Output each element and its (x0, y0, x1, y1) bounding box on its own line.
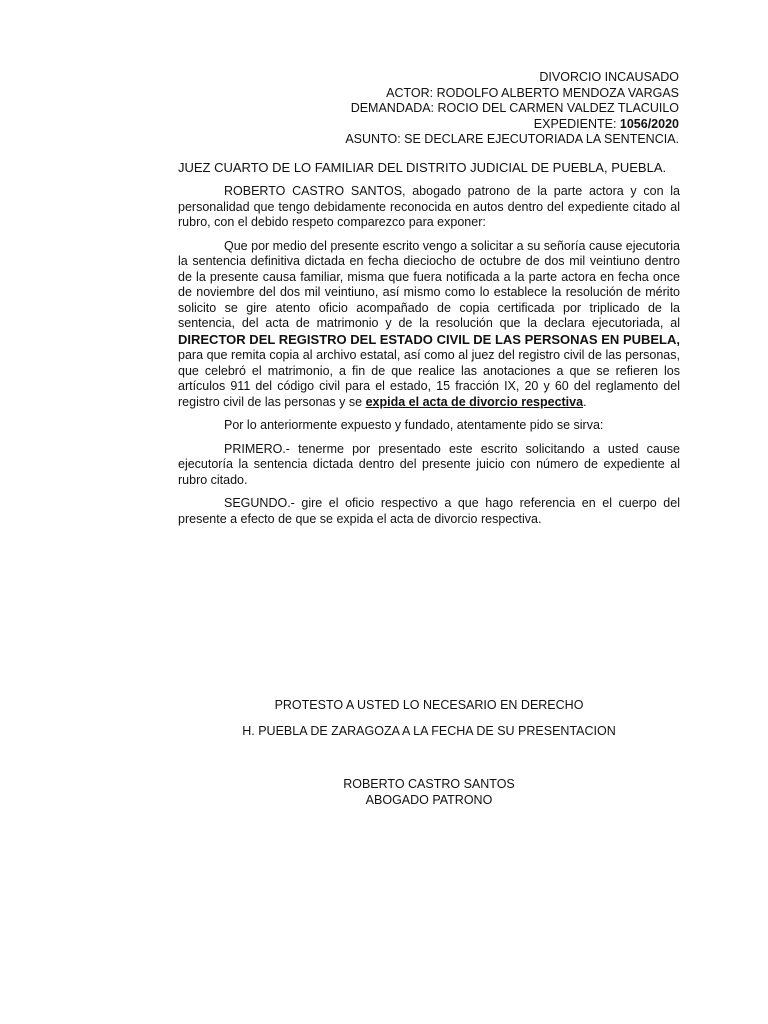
file-number: 1056/2020 (619, 116, 679, 131)
protest-line: PROTESTO A USTED LO NECESARIO EN DERECHO (274, 698, 584, 712)
main-text-b: para que remita copia al archivo estatal, así como al juez del registro civil de las personas, que celebró el matrimonio, a fin de que realice las anotaciones a que se refieren los artículos 911 del código civil para el estado, 15 fracción IX, 20 y 60 del reglamento del registro civil de las personas y se (178, 348, 680, 409)
request-paragraph: Por lo anteriormente expuesto y fundado, atentamente pido se sirva: (224, 418, 604, 432)
document-body (178, 160, 680, 535)
main-text-a: Que por medio del presente escrito vengo a solicitar a su señoría cause ejecutoria la sentencia definitiva dictada en fecha dieciocho de octubre de dos mil veintiuno dentro de la presente causa familiar, misma que fuera notificada a la parte actora en fecha once de noviembre del dos mil veintiuno, así mismo como lo establece la resolución de mérito solicito se gire atento oficio acompañado de copia certificada por triplicado de la sentencia, del acta de matrimonio y de la resolución que la declara ejecutoriada, al (178, 238, 680, 330)
divorce-certificate-request: expida el acta de divorcio respectiva (365, 394, 584, 409)
main-paragraph (178, 239, 680, 411)
intro-paragraph: ROBERTO CASTRO SANTOS, abogado patrono de la parte actora y con la personalidad que tengo debidamente reconocida en autos dentro del expediente citado al rubro, con el debido respeto comparezco para exponer: (178, 184, 680, 229)
case-header (345, 70, 679, 148)
file-line (345, 117, 679, 133)
actor-line: ACTOR: RODOLFO ALBERTO MENDOZA VARGAS (386, 85, 679, 100)
place-date-line: H. PUEBLA DE ZARAGOZA A LA FECHA DE SU PRESENTACION (242, 724, 616, 738)
case-type: DIVORCIO INCAUSADO (539, 70, 679, 84)
signature-block (178, 777, 680, 808)
first-point: PRIMERO.- tenerme por presentado este escrito solicitando a usted cause ejecutoría la sentencia dictada dentro del presente juicio con número de expediente al rubro citado. (178, 441, 680, 487)
registry-director: DIRECTOR DEL REGISTRO DEL ESTADO CIVIL DE LAS PERSONAS EN PUBELA, (178, 331, 680, 347)
signature-name: ROBERTO CASTRO SANTOS (343, 777, 515, 791)
signature-role: ABOGADO PATRONO (365, 792, 493, 807)
subject-line: ASUNTO: SE DECLARE EJECUTORIADA LA SENTENCIA. (345, 132, 679, 146)
main-text-end: . (583, 394, 587, 409)
file-label: EXPEDIENTE: (533, 116, 620, 131)
defendant-line: DEMANDADA: ROCIO DEL CARMEN VALDEZ TLACUILO (350, 101, 679, 115)
second-point: SEGUNDO.- gire el oficio respectivo a que hago referencia en el cuerpo del presente a efecto de que se expida el acta de divorcio respectiva. (178, 496, 680, 526)
addressee: JUEZ CUARTO DE LO FAMILIAR DEL DISTRITO JUDICIAL DE PUEBLA, PUEBLA. (178, 160, 667, 175)
